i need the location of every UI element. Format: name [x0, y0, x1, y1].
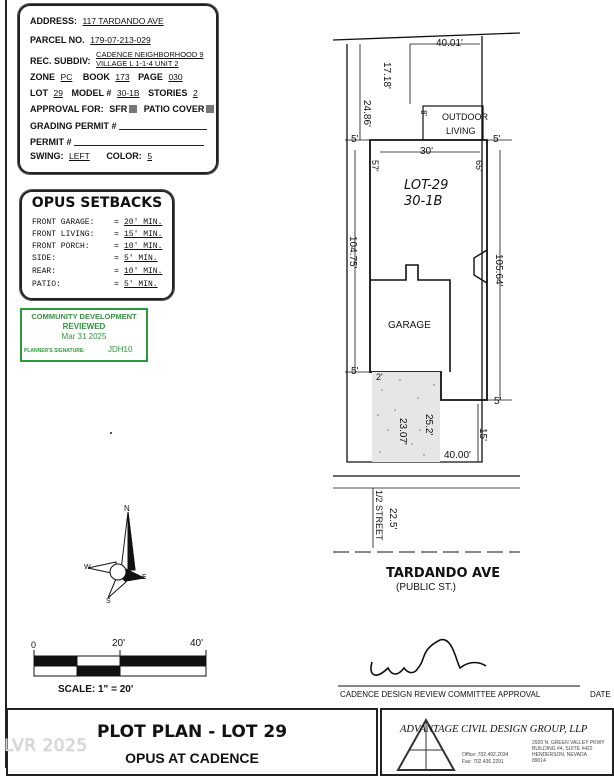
setback-label: PATIO: — [32, 280, 61, 289]
compass-south-label: S — [106, 598, 111, 605]
street-name: TARDANDO AVE — [386, 566, 501, 581]
dim-15: 15' — [477, 428, 488, 442]
dim-5-bottom-right: 5' — [494, 396, 502, 407]
setback-value: 15' MIN. — [124, 230, 163, 239]
model-value: 30-1B — [116, 88, 140, 98]
firm-phone: Office: 702.492.2034 — [462, 752, 509, 758]
book-label: BOOK — [82, 72, 110, 82]
subdiv-value-line2: VILLAGE L 1-1-4 UNIT 2 — [96, 59, 179, 68]
garage-label: GARAGE — [388, 320, 431, 331]
approval-signature — [371, 640, 486, 676]
scale-tick-40: 40' — [190, 638, 204, 649]
firm-address-line: 2920 N. GREEN VALLEY PKWY — [532, 740, 605, 746]
parcel-value: 179-07-213-029 — [90, 35, 151, 45]
dim-57: 57' — [370, 160, 380, 172]
half-street-label: 1/2 STREET — [374, 490, 384, 541]
zone-label: ZONE — [30, 72, 56, 82]
dim-5-top-right: 5' — [493, 134, 501, 145]
parcel-label: PARCEL NO. — [30, 35, 85, 45]
plan-model: 30-1B — [404, 194, 443, 209]
stories-value: 2 — [192, 88, 198, 98]
dim-right-side: 105.64' — [493, 254, 504, 287]
scale-tick-0: 0 — [31, 640, 37, 650]
house-side-bump — [474, 250, 487, 283]
grading-permit-label: GRADING PERMIT # — [30, 121, 117, 131]
dim-5-top-left: 5' — [351, 134, 359, 145]
setback-equals: = — [114, 254, 119, 263]
firm-address — [532, 740, 605, 764]
color-value: 5 — [147, 151, 153, 161]
plan-title: PLOT PLAN - LOT 29 — [96, 722, 288, 742]
rear-property-line — [333, 33, 520, 40]
dim-rear: 40.01' — [436, 38, 463, 49]
zone-value: PC — [60, 72, 73, 82]
approval-date-label: DATE — [590, 690, 611, 699]
firm-fax: Fax: 702.436.2291 — [462, 759, 504, 765]
setback-label: REAR: — [32, 267, 57, 276]
setback-equals: = — [114, 280, 119, 289]
setback-label: SIDE: — [32, 254, 57, 263]
setback-label: FRONT LIVING: — [32, 230, 95, 239]
patio-cover-label: PATIO COVER — [143, 104, 205, 114]
dim-5-bottom-left: 5' — [351, 366, 359, 377]
setback-equals: = — [114, 218, 119, 227]
dim-front: 40.00' — [444, 450, 471, 461]
setback-equals: = — [114, 230, 119, 239]
firm-address-line: BUILDING #4, SUITE #422 — [532, 746, 593, 752]
plan-subtitle: OPUS AT CADENCE — [125, 750, 259, 766]
permit-label: PERMIT # — [30, 137, 72, 147]
garage-outline — [370, 265, 450, 372]
model-label: MODEL # — [71, 88, 112, 98]
subdiv-label: REC. SUBDIV: — [30, 56, 91, 66]
setback-equals: = — [114, 242, 119, 251]
dim-house-width: 30' — [420, 146, 434, 157]
watermark-text: LVR 2025 — [4, 736, 88, 756]
setback-label: FRONT PORCH: — [32, 242, 90, 251]
page-label: PAGE — [138, 72, 163, 82]
stamp-signature-value: JDH10 — [108, 345, 133, 354]
dim-rear-setback: 17.18' — [381, 62, 392, 89]
outdoor-living-label-line1: OUTDOOR — [442, 112, 488, 122]
dim-garage-setback: 25.2' — [423, 414, 434, 436]
scale-tick-20: 20' — [112, 638, 126, 649]
dim-left-upper: 24.86' — [361, 100, 372, 127]
setback-value: 10' MIN. — [124, 242, 163, 251]
outdoor-living-label-line2: LIVING — [446, 126, 476, 136]
dim-patio: 8' — [419, 110, 428, 116]
setback-equals: = — [114, 267, 119, 276]
sfr-label: SFR — [109, 104, 128, 114]
setbacks-title: OPUS SETBACKS — [31, 195, 163, 211]
subdiv-value-line1: CADENCE NEIGHBORHOOD 9 — [96, 50, 204, 59]
setback-value: 5' MIN. — [124, 254, 158, 263]
swing-label: SWING: — [30, 151, 64, 161]
page-value: 030 — [168, 72, 183, 82]
stamp-reviewed: REVIEWED — [62, 322, 106, 331]
scale-bar — [34, 650, 206, 676]
setback-value: 20' MIN. — [124, 218, 163, 227]
dim-65: 65' — [474, 160, 484, 172]
approval-label: APPROVAL FOR: — [30, 104, 104, 114]
lot-label: LOT — [30, 88, 48, 98]
firm-phones — [462, 752, 508, 766]
dim-left-side: 104.75' — [347, 236, 358, 269]
plan-lot-name: LOT-29 — [404, 178, 449, 193]
stamp-signature-label: PLANNER'S SIGNATURE: — [24, 348, 85, 354]
address-value: 117 TARDANDO AVE — [82, 16, 164, 26]
title-block-right — [380, 708, 614, 776]
stamp-date: Mar 31 2025 — [61, 332, 107, 341]
stamp-department: COMMUNITY DEVELOPMENT — [31, 312, 137, 321]
compass-west-label: W — [84, 564, 91, 571]
address-row: ADDRESS: 117 TARDANDO AVE — [30, 16, 164, 26]
dim-driveway: 23.07' — [397, 418, 408, 445]
stories-label: STORIES — [148, 88, 188, 98]
firm-address-line: 89014 — [532, 758, 546, 764]
compass-rose — [88, 512, 144, 598]
setback-value: 5' MIN. — [124, 280, 158, 289]
book-value: 173 — [115, 72, 130, 82]
firm-address-line: HENDERSON, NEVADA — [532, 752, 587, 758]
address-label: ADDRESS — [30, 16, 75, 26]
firm-name: ADVANTAGE CIVIL DESIGN GROUP, LLP — [400, 724, 588, 735]
swing-value: LEFT — [69, 151, 90, 161]
setback-label: FRONT GARAGE: — [32, 218, 95, 227]
dim-2: 2' — [376, 372, 383, 382]
lot-value: 29 — [53, 88, 63, 98]
approval-committee-label: CADENCE DESIGN REVIEW COMMITTEE APPROVAL — [340, 690, 541, 699]
color-label: COLOR: — [106, 151, 142, 161]
street-type: (PUBLIC ST.) — [396, 582, 457, 593]
dim-half-street: 22.5' — [387, 508, 398, 530]
compass-north-label: N — [124, 504, 130, 513]
setback-value: 10' MIN. — [124, 267, 163, 276]
scale-label: SCALE: 1" = 20' — [58, 684, 134, 695]
compass-east-label: E — [142, 574, 147, 581]
